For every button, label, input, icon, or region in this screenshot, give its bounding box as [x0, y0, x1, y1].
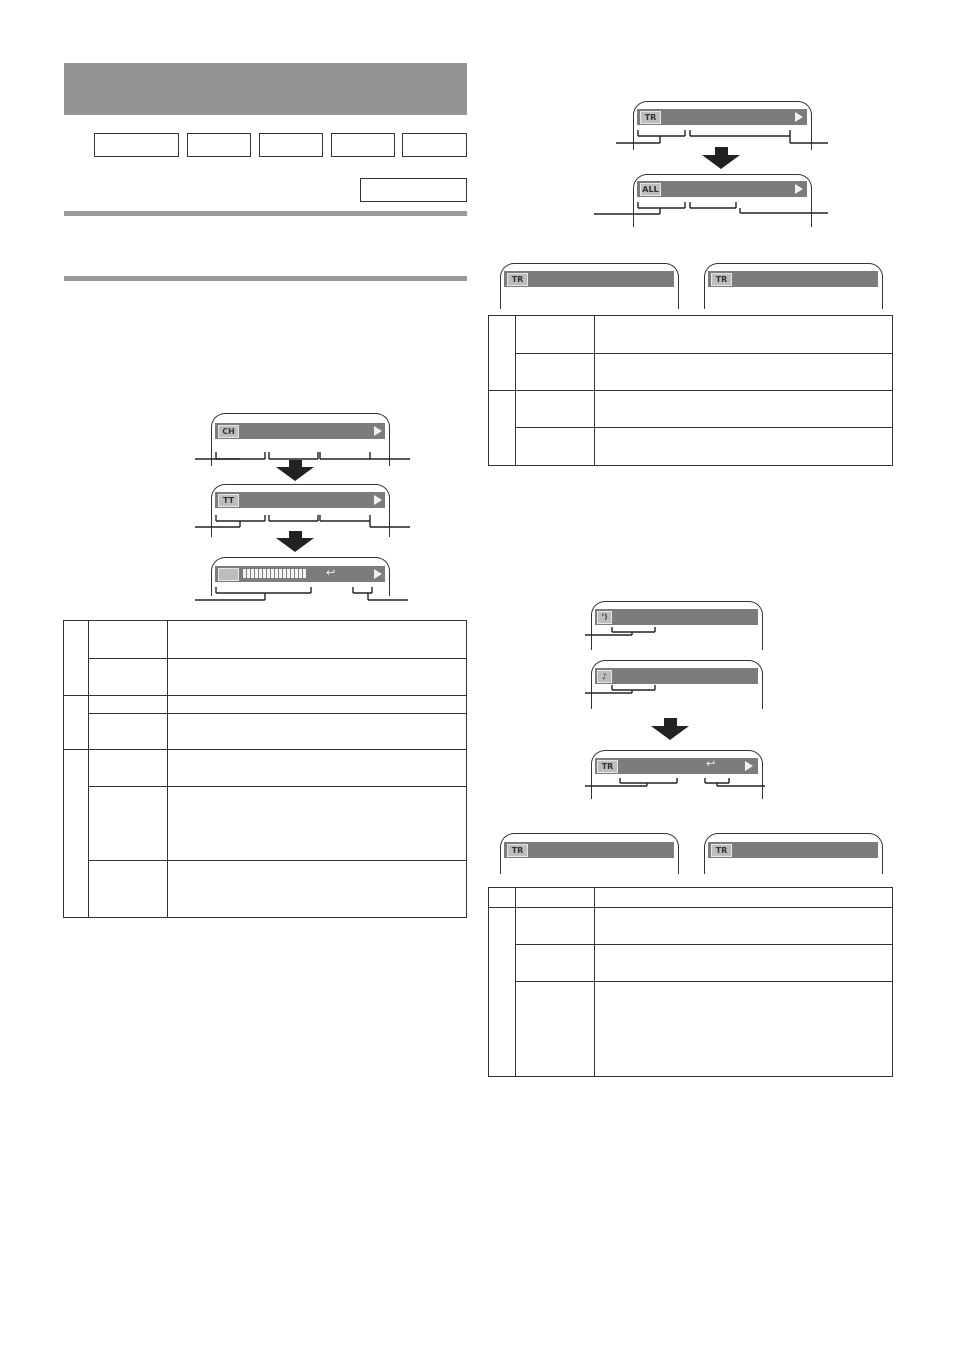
track-icon: TR: [507, 844, 528, 857]
track-icon: TR: [507, 273, 528, 286]
track-icon: TR: [711, 844, 732, 857]
chapter-icon: CH: [218, 425, 239, 438]
repeat-icon: ↩: [706, 757, 716, 770]
audio-info-table: [488, 887, 893, 1077]
repeat-icon: ↩: [326, 566, 336, 579]
title-icon: TT: [218, 494, 239, 507]
table-cell: [516, 908, 595, 945]
music-note-icon: ♪: [597, 670, 612, 683]
table-cell: [489, 888, 516, 908]
table-cell: [516, 888, 595, 908]
table-cell: [489, 908, 516, 1077]
track-icon: TR: [711, 273, 732, 286]
track-icon: TR: [640, 111, 661, 124]
subtitle-icon: ʼ): [597, 611, 612, 624]
osd-bar-track-c: [504, 842, 674, 858]
table-cell: [595, 908, 893, 945]
table-cell: [595, 945, 893, 982]
table-cell: [595, 888, 893, 908]
table-cell: [516, 945, 595, 982]
all-icon: ALL: [640, 183, 661, 196]
table-cell: [516, 982, 595, 1077]
track-icon: TR: [597, 760, 618, 773]
table-cell: [595, 982, 893, 1077]
osd-bar-track-d: [708, 842, 878, 858]
